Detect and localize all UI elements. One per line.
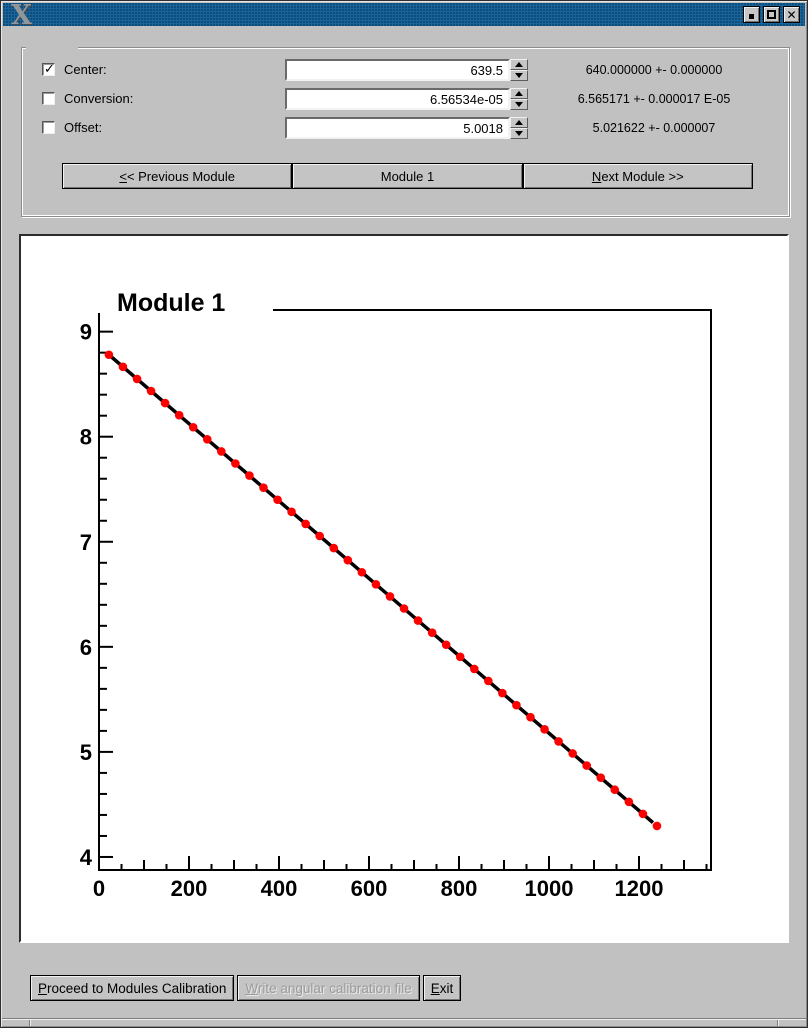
spin-up-button[interactable] bbox=[510, 117, 528, 128]
data-point bbox=[526, 713, 535, 722]
data-point bbox=[498, 689, 507, 698]
x-tick-label: 600 bbox=[350, 876, 388, 901]
data-point bbox=[512, 701, 521, 710]
conversion-fit-result: 6.565171 +- 0.000017 E-05 bbox=[577, 92, 731, 106]
arrow-down-icon bbox=[515, 102, 523, 107]
conversion-label: Conversion: bbox=[64, 91, 134, 106]
data-point bbox=[161, 399, 170, 408]
y-tick-label: 5 bbox=[79, 739, 92, 765]
data-point bbox=[133, 375, 142, 384]
data-point bbox=[470, 665, 479, 674]
data-point bbox=[540, 725, 549, 734]
y-tick-label: 8 bbox=[79, 424, 92, 450]
button-label: ext Module >> bbox=[601, 168, 684, 184]
x-tick-label: 0 bbox=[92, 876, 106, 901]
arrow-up-icon bbox=[515, 62, 523, 67]
minimize-icon bbox=[749, 14, 754, 19]
y-tick-label: 4 bbox=[79, 844, 92, 870]
button-label: Module 1 bbox=[380, 168, 435, 184]
data-point bbox=[119, 363, 128, 372]
data-point bbox=[344, 556, 353, 565]
spin-up-button[interactable] bbox=[510, 88, 528, 99]
data-point bbox=[386, 592, 395, 601]
arrow-down-icon bbox=[515, 73, 523, 78]
conversion-checkbox[interactable] bbox=[42, 92, 55, 105]
button-label: rite angular calibration file bbox=[257, 980, 412, 996]
spin-down-button[interactable] bbox=[510, 99, 528, 110]
data-point bbox=[301, 520, 310, 529]
write-angular-calibration-file-button bbox=[237, 975, 419, 1001]
data-point bbox=[147, 387, 156, 396]
button-label: roceed to Modules Calibration bbox=[47, 980, 227, 996]
button-mnemonic: E bbox=[430, 980, 440, 996]
data-point bbox=[273, 495, 282, 504]
data-point bbox=[259, 483, 268, 492]
arrow-down-icon bbox=[515, 131, 523, 136]
data-point bbox=[428, 628, 437, 637]
current-module-button[interactable] bbox=[292, 163, 522, 189]
data-point bbox=[315, 532, 324, 541]
data-point bbox=[189, 423, 198, 432]
button-label: < Previous Module bbox=[126, 168, 235, 184]
data-point bbox=[329, 544, 338, 553]
previous-module-button[interactable] bbox=[62, 163, 292, 189]
center-spinbox bbox=[510, 59, 528, 81]
data-point bbox=[231, 459, 240, 468]
calibration-parameters-groupbox bbox=[21, 47, 790, 217]
proceed-to-modules-calibration-button[interactable] bbox=[30, 975, 234, 1001]
data-point bbox=[554, 737, 563, 746]
center-fit-result: 640.000000 +- 0.000000 bbox=[585, 63, 723, 77]
data-point bbox=[245, 471, 254, 480]
y-tick-label: 9 bbox=[79, 319, 92, 345]
data-point bbox=[610, 785, 619, 794]
y-tick-label: 7 bbox=[79, 529, 92, 555]
data-point bbox=[639, 810, 648, 819]
arrow-up-icon bbox=[515, 120, 523, 125]
resize-grip-right[interactable] bbox=[777, 1020, 779, 1026]
center-label: Center: bbox=[64, 62, 107, 77]
button-mnemonic: < bbox=[119, 168, 127, 184]
maximize-button[interactable] bbox=[763, 6, 780, 23]
resize-grip-left[interactable] bbox=[29, 1020, 31, 1026]
center-input[interactable] bbox=[285, 59, 510, 81]
x-tick-label: 200 bbox=[170, 876, 208, 901]
param-row-center bbox=[22, 59, 789, 81]
footer-buttons bbox=[30, 975, 461, 1001]
maximize-icon bbox=[767, 10, 776, 19]
x-tick-label: 1000 bbox=[524, 876, 574, 901]
offset-spinbox bbox=[510, 117, 528, 139]
data-point bbox=[596, 773, 605, 782]
data-point bbox=[400, 604, 409, 613]
data-point bbox=[568, 749, 577, 758]
data-point bbox=[442, 640, 451, 649]
spin-up-button[interactable] bbox=[510, 59, 528, 70]
button-mnemonic: W bbox=[245, 980, 258, 996]
data-point bbox=[484, 677, 493, 686]
y-tick-label: 6 bbox=[79, 634, 92, 660]
conversion-spinbox bbox=[510, 88, 528, 110]
data-point bbox=[175, 411, 184, 420]
param-row-offset bbox=[22, 117, 789, 139]
x-tick-label: 1200 bbox=[614, 876, 664, 901]
chart-title: Module 1 bbox=[117, 289, 226, 317]
titlebar[interactable] bbox=[3, 0, 805, 31]
checkmark-icon: ✓ bbox=[44, 61, 55, 76]
data-point bbox=[625, 798, 634, 807]
conversion-input[interactable] bbox=[285, 88, 510, 110]
minimize-button[interactable] bbox=[743, 6, 760, 23]
calibration-chart bbox=[21, 236, 787, 941]
offset-input[interactable] bbox=[285, 117, 510, 139]
arrow-up-icon bbox=[515, 91, 523, 96]
button-label: xit bbox=[439, 980, 454, 996]
data-point bbox=[358, 568, 367, 577]
x-window-logo-icon: X bbox=[11, 0, 32, 31]
param-row-conversion bbox=[22, 88, 789, 110]
module-navigation bbox=[62, 163, 753, 189]
window-resize-bar[interactable] bbox=[2, 1018, 806, 1026]
spin-down-button[interactable] bbox=[510, 128, 528, 139]
offset-checkbox[interactable] bbox=[42, 121, 55, 134]
data-point bbox=[372, 580, 381, 589]
next-module-button[interactable] bbox=[523, 163, 753, 189]
offset-fit-result: 5.021622 +- 0.000007 bbox=[592, 121, 716, 135]
data-point bbox=[582, 761, 591, 770]
data-point bbox=[217, 447, 226, 456]
center-checkbox[interactable] bbox=[42, 63, 55, 76]
data-point bbox=[653, 822, 662, 831]
plot-canvas bbox=[19, 234, 789, 943]
exit-button[interactable] bbox=[423, 975, 462, 1001]
data-point bbox=[287, 508, 296, 517]
data-point bbox=[414, 616, 423, 625]
offset-label: Offset: bbox=[64, 120, 103, 135]
data-point bbox=[456, 653, 465, 662]
close-button[interactable] bbox=[783, 6, 800, 23]
data-point bbox=[105, 350, 114, 359]
groupbox-title-gap bbox=[26, 46, 78, 50]
button-mnemonic: P bbox=[38, 980, 48, 996]
button-mnemonic: N bbox=[591, 168, 602, 184]
x-tick-label: 400 bbox=[260, 876, 298, 901]
data-point bbox=[203, 435, 212, 444]
x-tick-label: 800 bbox=[440, 876, 478, 901]
spin-down-button[interactable] bbox=[510, 70, 528, 81]
close-icon: ✕ bbox=[786, 7, 797, 22]
